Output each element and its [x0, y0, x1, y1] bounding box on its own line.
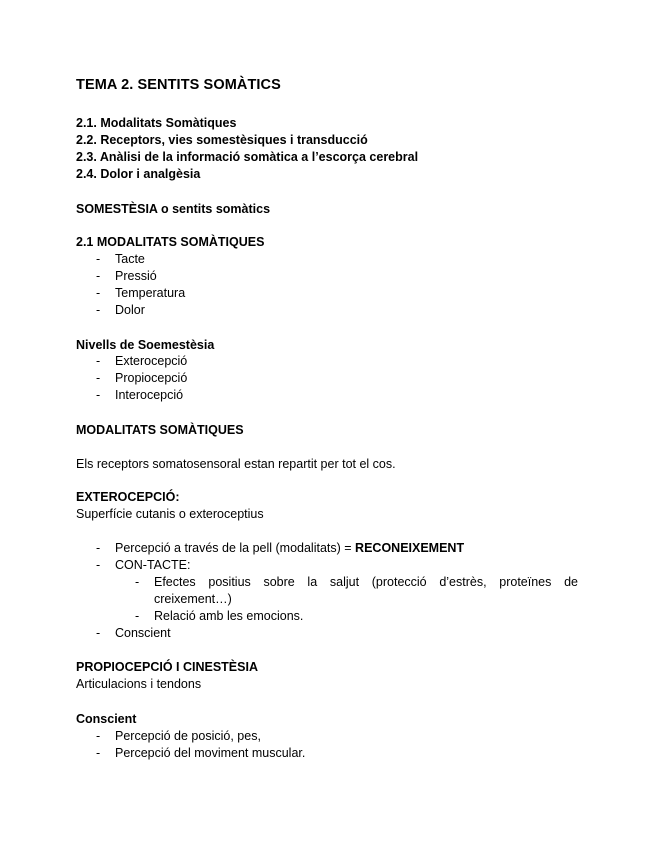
list-bullet: - [96, 388, 101, 402]
toc-item: 2.4. Dolor i analgèsia [76, 167, 201, 181]
list-bullet: - [96, 303, 101, 317]
list-item: Percepció del moviment muscular. [115, 746, 306, 760]
sublist-bullet: - [135, 609, 140, 623]
list-bullet: - [96, 286, 101, 300]
emphasis-text: RECONEIXEMENT [355, 541, 465, 555]
list-bullet: - [96, 729, 101, 743]
list-item-text: Percepció a través de la pell (modalitats) = [115, 541, 356, 555]
section-heading-somestesia: SOMESTÈSIA o sentits somàtics [76, 202, 271, 216]
section-heading-conscient: Conscient [76, 712, 137, 726]
toc-item: 2.1. Modalitats Somàtiques [76, 116, 237, 130]
list-bullet: - [96, 541, 101, 555]
sublist-item-efectes: Efectes positius sobre la saljut (protecció d’estrès, proteïnes de [154, 575, 578, 589]
section-heading-exterocepcio: EXTEROCEPCIÓ: [76, 490, 180, 504]
section-subtitle-propiocepcio: Articulacions i tendons [76, 677, 202, 691]
section-heading-nivells: Nivells de Soemestèsia [76, 338, 215, 352]
list-bullet: - [96, 558, 101, 572]
list-bullet: - [96, 371, 101, 385]
sublist-item-efectes-continuation: creixement…) [154, 592, 232, 606]
paragraph-receptors: Els receptors somatosensoral estan repartit per tot el cos. [76, 457, 396, 471]
list-bullet: - [96, 746, 101, 760]
list-bullet: - [96, 252, 101, 266]
list-bullet: - [96, 626, 101, 640]
toc-item: 2.2. Receptors, vies somestèsiques i transducció [76, 133, 368, 147]
section-heading-modalitats: 2.1 MODALITATS SOMÀTIQUES [76, 235, 265, 249]
sublist-bullet: - [135, 575, 140, 589]
list-item-contacte: CON-TACTE: [115, 558, 191, 572]
list-item: Pressió [115, 269, 157, 283]
list-bullet: - [96, 354, 101, 368]
list-item: Propiocepció [115, 371, 188, 385]
sublist-item-relacio: Relació amb les emocions. [154, 609, 304, 623]
list-item: Tacte [115, 252, 145, 266]
section-subtitle-exterocepcio: Superfície cutanis o exteroceptius [76, 507, 264, 521]
list-item-conscient: Conscient [115, 626, 171, 640]
list-item-percepcio [115, 540, 464, 557]
list-item: Percepció de posició, pes, [115, 729, 261, 743]
list-item: Temperatura [115, 286, 186, 300]
section-heading-propiocepcio: PROPIOCEPCIÓ I CINESTÈSIA [76, 660, 258, 674]
list-item: Exterocepció [115, 354, 188, 368]
section-heading-modalitats-2: MODALITATS SOMÀTIQUES [76, 423, 244, 437]
list-item: Dolor [115, 303, 145, 317]
list-item: Interocepció [115, 388, 184, 402]
list-bullet: - [96, 269, 101, 283]
toc-item: 2.3. Anàlisi de la informació somàtica a l’escorça cerebral [76, 150, 419, 164]
document-title: TEMA 2. SENTITS SOMÀTICS [76, 77, 281, 93]
